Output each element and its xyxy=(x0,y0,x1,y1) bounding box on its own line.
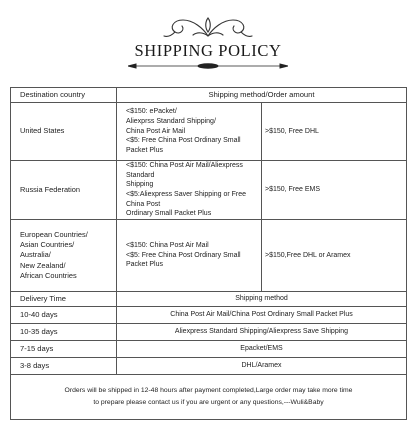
method-line: <$5: Free China Post Ordinary Small Packet Plus xyxy=(126,137,241,154)
header-shipping-method-order-amount: Shipping method/Order amount xyxy=(117,88,407,103)
method-cell xyxy=(117,219,262,291)
footer-note xyxy=(11,374,407,419)
over-amount-cell: >$150, Free DHL xyxy=(262,103,407,161)
method-line: China Post Air Mail xyxy=(126,127,186,135)
method-line: <$150: ePacket/ xyxy=(126,108,177,116)
table-row xyxy=(11,340,407,357)
footer-note-row xyxy=(11,374,407,419)
footer-line: Orders will be shipped in 12-48 hours after payment completed,Large order may take more time xyxy=(64,387,353,395)
table-row xyxy=(11,219,407,291)
country-cell xyxy=(11,219,117,291)
header-shipping-method: Shipping method xyxy=(117,291,407,306)
over-amount-cell: >$150,Free DHL or Aramex xyxy=(262,219,407,291)
header-destination-country: Destination country xyxy=(11,88,117,103)
delivery-days-cell: 10-40 days xyxy=(11,306,117,323)
country-cell: Russia Federation xyxy=(11,161,117,220)
method-line: <$150: China Post Air Mail xyxy=(126,241,209,249)
table-row xyxy=(11,306,407,323)
table-row xyxy=(11,103,407,161)
method-line: Shipping xyxy=(126,181,154,189)
country-cell: United States xyxy=(11,103,117,161)
method-cell xyxy=(117,103,262,161)
method-line: Ordinary Small Packet Plus xyxy=(126,210,212,218)
delivery-header-row xyxy=(11,291,407,306)
shipping-policy-table xyxy=(10,87,407,420)
table-row xyxy=(11,357,407,374)
table-header-row xyxy=(11,88,407,103)
method-cell xyxy=(117,161,262,220)
delivery-method-cell: Aliexpress Standard Shipping/Aliexpress Save Shipping xyxy=(117,323,407,340)
table-row xyxy=(11,161,407,220)
method-line: <$5: Free China Post Ordinary Small Packet Plus xyxy=(126,251,241,269)
method-line: Aliexprss Standard Shipping/ xyxy=(126,118,216,126)
method-line: <$5:Aliexpress Saver Shipping or Free China Post xyxy=(126,190,247,208)
delivery-days-cell: 3-8 days xyxy=(11,357,117,374)
flourish-ornament-icon xyxy=(163,10,253,42)
delivery-days-cell: 7-15 days xyxy=(11,340,117,357)
country-line: New Zealand/ xyxy=(20,260,66,270)
table-row xyxy=(11,323,407,340)
over-amount-cell: >$150, Free EMS xyxy=(262,161,407,220)
country-line: Australia/ xyxy=(20,250,51,260)
page-title: SHIPPING POLICY xyxy=(134,41,282,60)
header-delivery-time: Delivery Time xyxy=(11,291,117,306)
country-line: European Countries/ xyxy=(20,229,88,239)
country-line: African Countries xyxy=(20,270,77,280)
country-line: Asian Countries/ xyxy=(20,240,75,250)
divider-ornament-icon xyxy=(128,61,288,71)
footer-line: to prepare please contact us if you are urgent or any questions,---Wuli&Baby xyxy=(93,398,324,406)
delivery-days-cell: 10-35 days xyxy=(11,323,117,340)
delivery-method-cell: Epacket/EMS xyxy=(117,340,407,357)
method-line: <$150: China Post Air Mail/Aliexpress Standard xyxy=(126,162,243,179)
delivery-method-cell: DHL/Aramex xyxy=(117,357,407,374)
delivery-method-cell: China Post Air Mail/China Post Ordinary Small Packet Plus xyxy=(117,306,407,323)
